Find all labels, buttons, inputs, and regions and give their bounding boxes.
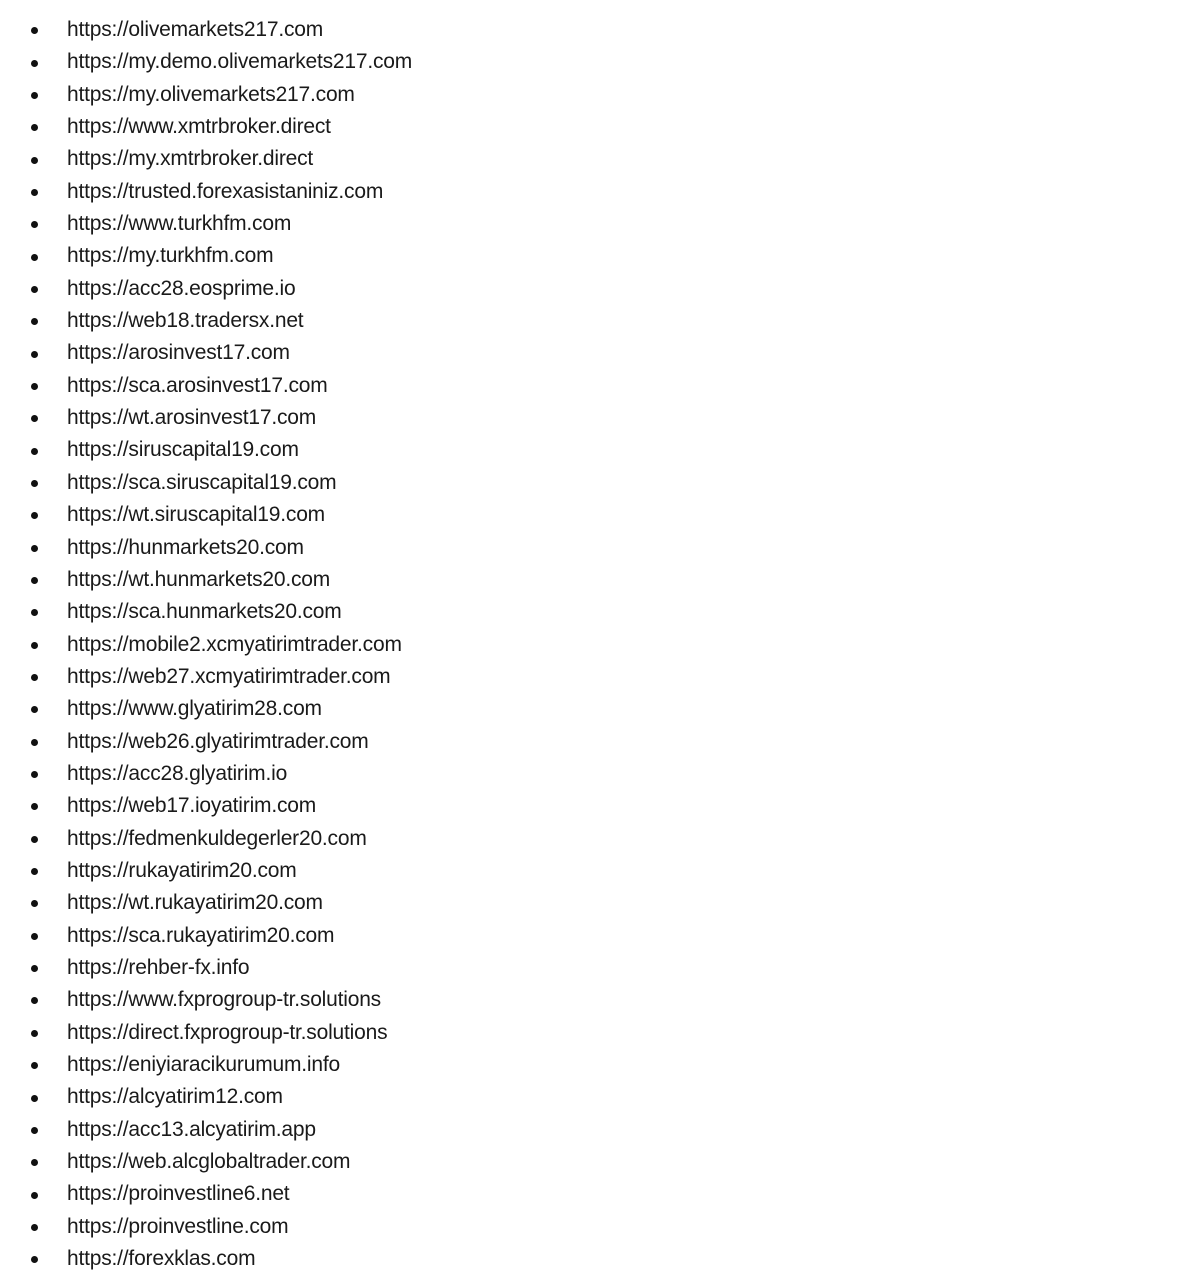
bullet-icon xyxy=(31,254,38,261)
list-item xyxy=(0,693,412,725)
bullet-icon xyxy=(31,512,38,519)
list-item xyxy=(0,823,412,855)
list-item xyxy=(0,370,412,402)
bullet-icon xyxy=(31,92,38,99)
bullet-icon xyxy=(31,739,38,746)
bullet-icon xyxy=(31,674,38,681)
list-item xyxy=(0,1146,412,1178)
url-text: https://acc28.eosprime.io xyxy=(67,276,296,300)
url-text: https://forexklas.com xyxy=(67,1247,256,1271)
list-item xyxy=(0,1211,412,1243)
url-text: https://www.xmtrbroker.direct xyxy=(67,115,331,139)
list-item xyxy=(0,79,412,111)
list-item xyxy=(0,1114,412,1146)
url-text: https://web26.glyatirimtrader.com xyxy=(67,729,369,753)
bullet-icon xyxy=(31,286,38,293)
bullet-icon xyxy=(31,771,38,778)
url-text: https://www.fxprogroup-tr.solutions xyxy=(67,988,381,1012)
bullet-icon xyxy=(31,1030,38,1037)
bullet-icon xyxy=(31,803,38,810)
url-text: https://siruscapital19.com xyxy=(67,438,299,462)
list-item xyxy=(0,499,412,531)
url-text: https://arosinvest17.com xyxy=(67,341,290,365)
list-item xyxy=(0,305,412,337)
url-text: https://hunmarkets20.com xyxy=(67,535,304,559)
url-text: https://sca.siruscapital19.com xyxy=(67,470,337,494)
url-text: https://my.turkhfm.com xyxy=(67,244,274,268)
url-text: https://my.olivemarkets217.com xyxy=(67,82,355,106)
bullet-icon xyxy=(31,965,38,972)
bullet-icon xyxy=(31,933,38,940)
bullet-icon xyxy=(31,868,38,875)
url-text: https://proinvestline6.net xyxy=(67,1182,290,1206)
bullet-icon xyxy=(31,221,38,228)
bullet-icon xyxy=(31,577,38,584)
url-text: https://rukayatirim20.com xyxy=(67,858,297,882)
bullet-icon xyxy=(31,124,38,131)
bullet-icon xyxy=(31,1159,38,1166)
list-item xyxy=(0,790,412,822)
bullet-icon xyxy=(31,1192,38,1199)
list-item xyxy=(0,1178,412,1210)
list-item xyxy=(0,1243,412,1275)
url-text: https://web18.tradersx.net xyxy=(67,309,304,333)
url-text: https://acc13.alcyatirim.app xyxy=(67,1117,316,1141)
bullet-icon xyxy=(31,60,38,67)
bullet-icon xyxy=(31,415,38,422)
bullet-icon xyxy=(31,997,38,1004)
list-item xyxy=(0,855,412,887)
bullet-icon xyxy=(31,448,38,455)
bullet-icon xyxy=(31,351,38,358)
bullet-icon xyxy=(31,1224,38,1231)
url-list xyxy=(0,14,412,1275)
url-text: https://www.glyatirim28.com xyxy=(67,697,322,721)
url-text: https://alcyatirim12.com xyxy=(67,1085,283,1109)
list-item xyxy=(0,240,412,272)
list-item xyxy=(0,402,412,434)
list-item xyxy=(0,661,412,693)
list-item xyxy=(0,176,412,208)
url-text: https://direct.fxprogroup-tr.solutions xyxy=(67,1020,388,1044)
url-text: https://trusted.forexasistaniniz.com xyxy=(67,179,384,203)
bullet-icon xyxy=(31,189,38,196)
list-item xyxy=(0,143,412,175)
list-item xyxy=(0,629,412,661)
bullet-icon xyxy=(31,27,38,34)
url-text: https://proinvestline.com xyxy=(67,1214,289,1238)
url-text: https://fedmenkuldegerler20.com xyxy=(67,826,367,850)
bullet-icon xyxy=(31,545,38,552)
bullet-icon xyxy=(31,1062,38,1069)
bullet-icon xyxy=(31,900,38,907)
bullet-icon xyxy=(31,383,38,390)
url-text: https://www.turkhfm.com xyxy=(67,212,292,236)
list-item xyxy=(0,208,412,240)
list-item xyxy=(0,887,412,919)
url-text: https://my.xmtrbroker.direct xyxy=(67,147,314,171)
list-item xyxy=(0,467,412,499)
url-text: https://wt.rukayatirim20.com xyxy=(67,891,323,915)
list-item xyxy=(0,337,412,369)
bullet-icon xyxy=(31,480,38,487)
url-text: https://eniyiaracikurumum.info xyxy=(67,1053,340,1076)
bullet-icon xyxy=(31,1256,38,1263)
list-item xyxy=(0,111,412,143)
list-item xyxy=(0,952,412,984)
bullet-icon xyxy=(31,1127,38,1134)
list-item xyxy=(0,46,412,78)
url-text: https://rehber-fx.info xyxy=(67,955,250,979)
list-item xyxy=(0,758,412,790)
bullet-icon xyxy=(31,609,38,616)
url-text: https://my.demo.olivemarkets217.com xyxy=(67,50,413,74)
list-item xyxy=(0,14,412,46)
list-item xyxy=(0,564,412,596)
url-text: https://mobile2.xcmyatirimtrader.com xyxy=(67,632,402,656)
url-text: https://sca.hunmarkets20.com xyxy=(67,600,342,624)
list-item xyxy=(0,920,412,952)
url-text: https://acc28.glyatirim.io xyxy=(67,761,288,785)
url-text: https://sca.rukayatirim20.com xyxy=(67,923,335,947)
url-text: https://web.alcglobaltrader.com xyxy=(67,1150,351,1174)
url-text: https://olivemarkets217.com xyxy=(67,18,324,41)
list-item xyxy=(0,1081,412,1113)
url-text: https://wt.siruscapital19.com xyxy=(67,503,325,527)
bullet-icon xyxy=(31,1095,38,1102)
list-item xyxy=(0,984,412,1016)
list-item xyxy=(0,726,412,758)
bullet-icon xyxy=(31,836,38,843)
url-text: https://wt.hunmarkets20.com xyxy=(67,567,331,591)
list-item xyxy=(0,1049,412,1081)
bullet-icon xyxy=(31,318,38,325)
bullet-icon xyxy=(31,157,38,164)
url-text: https://sca.arosinvest17.com xyxy=(67,373,328,397)
bullet-icon xyxy=(31,642,38,649)
list-item xyxy=(0,532,412,564)
list-item xyxy=(0,434,412,466)
bullet-icon xyxy=(31,706,38,713)
url-text: https://wt.arosinvest17.com xyxy=(67,406,317,430)
list-item xyxy=(0,1017,412,1049)
list-item xyxy=(0,273,412,305)
list-item xyxy=(0,596,412,628)
url-text: https://web27.xcmyatirimtrader.com xyxy=(67,664,391,688)
url-text: https://web17.ioyatirim.com xyxy=(67,794,317,818)
